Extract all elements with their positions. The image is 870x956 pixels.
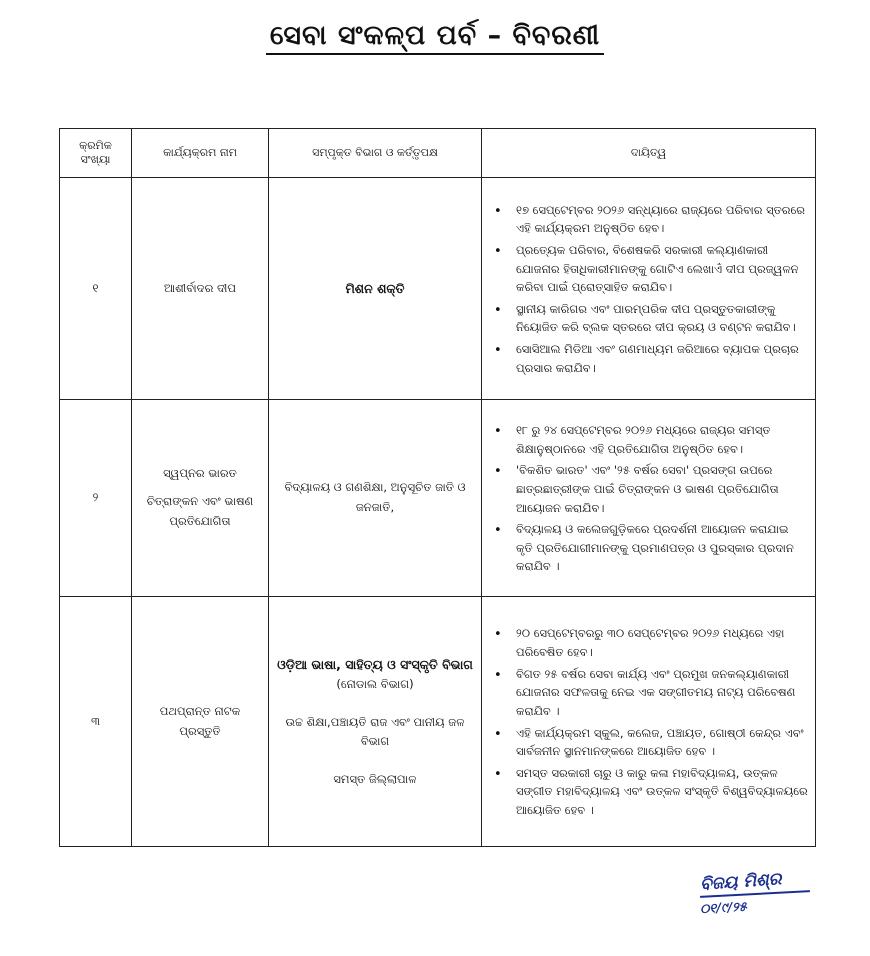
duty-item: • ବିଗତ ୨୫ ବର୍ଷର ସେବା କାର୍ଯ୍ୟ ଏବଂ ପ୍ରମୁଖ ଜନକଲ୍ୟାଣକାରୀ ଯୋଜନାର ସଫଳତାକୁ ନେଇ ଏକ ସଙ୍ଗୀତମୟ ନାଟ୍ୟ ପରିବେଷଣ କରାଯିବ ।: [492, 665, 808, 721]
table-row: [60, 178, 816, 400]
row-duties: [482, 597, 816, 847]
program-name: ପଥପ୍ରାନ୍ତ ନାଟକ ପ୍ରସ୍ତୁତି: [159, 703, 241, 738]
header-duty: ଦାୟିତ୍ୱ: [482, 129, 816, 178]
signature-name: ବିଜୟ ମିଶ୍ର: [699, 869, 783, 895]
row-department: [269, 400, 482, 597]
duty-item: • ସୋସିଆଲ ମିଡିଆ ଏବଂ ଗଣମାଧ୍ୟମ ଜରିଆରେ ବ୍ୟାପକ ପ୍ରଚାର ପ୍ରସାର କରାଯିବ।: [492, 340, 808, 377]
header-program: କାର୍ଯ୍ୟକ୍ରମ ନାମ: [132, 129, 269, 178]
row-department: [269, 597, 482, 847]
duty-list: [492, 421, 808, 576]
table-row: [60, 597, 816, 847]
department-name: ବିଦ୍ୟାଳୟ ଓ ଗଣଶିକ୍ଷା, ଅନୁସୂଚିତ ଜାତି ଓ ଜନଜାତି,: [284, 480, 466, 514]
duty-item: • ସମସ୍ତ ସରକାରୀ ଚାରୁ ଓ କାରୁ କଳା ମହାବିଦ୍ୟାଳୟ, ଉତ୍କଳ ସଙ୍ଗୀତ ମହାବିଦ୍ୟାଳୟ ଏବଂ ଉତ୍କଳ ସଂସ୍କୃତି ବିଶ୍ୱବିଦ୍ୟାଳୟରେ ଆୟୋଜିତ ହେବ ।: [492, 764, 808, 820]
department-nodal: [275, 654, 475, 695]
row-duties: [482, 400, 816, 597]
duty-list: [492, 624, 808, 819]
row-program: [132, 400, 269, 597]
row-serial: ୧: [60, 178, 132, 400]
row-department: [269, 178, 482, 400]
row-serial: ୨: [60, 400, 132, 597]
duty-item: • ୨୦ ସେପ୍ଟେମ୍ବରରୁ ୩୦ ସେପ୍ଟେମ୍ବର ୨୦୨୬ ମଧ୍ୟରେ ଏହା ପରିବେଷିତ ହେବ।: [492, 624, 808, 661]
table-row: [60, 400, 816, 597]
duty-item: • 'ବିକଶିତ ଭାରତ' ଏବଂ '୨୫ ବର୍ଷର ସେବା' ପ୍ରସଙ୍ଗ ଉପରେ ଛାତ୍ରଛାତ୍ରୀଙ୍କ ପାଇଁ ଚିତ୍ରାଙ୍କନ ଓ ଭାଷଣ ପ୍ରତିଯୋଗିତା ଆୟୋଜନ କରାଯିବ।: [492, 461, 808, 517]
signature-date: ୦୧/୯/୨୫: [699, 899, 748, 918]
page-title: [0, 20, 870, 52]
program-subtitle: ଚିତ୍ରାଙ୍କନ ଏବଂ ଭାଷଣ ପ୍ରତିଯୋଗିତା: [146, 494, 254, 528]
header-serial-line1: କ୍ରମିକ: [79, 139, 112, 152]
header-serial: [60, 129, 132, 178]
table-header-row: [60, 129, 816, 178]
program-name: ଆଶୀର୍ବାଦର ଦୀପ: [164, 280, 236, 295]
header-department: ସମ୍ପୃକ୍ତ ବିଭାଗ ଓ କର୍ତ୍ତୃପକ୍ଷ: [269, 129, 482, 178]
department-name: ଉଚ୍ଚ ଶିକ୍ଷା,ପଞ୍ଚାୟତି ରାଜ ଏବଂ ପାନୀୟ ଜଳ ବିଭାଗ: [285, 714, 465, 749]
duty-item: • ପ୍ରତ୍ୟେକ ପରିବାର, ବିଶେଷକରି ସରକାରୀ କଲ୍ୟାଣକାରୀ ଯୋଜନାର ହିତାଧିକାରୀମାନଙ୍କୁ ଗୋଟିଏ ଲେଖାଏଁ ଦୀପ ପ୍ରଜ୍ୱଳନ କରିବା ପାଇଁ ପ୍ରୋତ୍ସାହିତ କରାଯିବ।: [492, 241, 808, 297]
duty-item: • ସ୍ଥାନୀୟ କାରିଗର ଏବଂ ପାରମ୍ପରିକ ଦୀପ ପ୍ରସ୍ତୁତକାରୀଙ୍କୁ ନିୟୋଜିତ କରି ବ୍ଲକ ସ୍ତରରେ ଦୀପ କ୍ରୟ ଓ ବଣ୍ଟନ କରାଯିବ।: [492, 300, 808, 337]
department-name: ମିଶନ ଶକ୍ତି: [345, 280, 405, 296]
program-name: ସ୍ୱପ୍ନର ଭାରତ: [163, 465, 237, 480]
row-duties: [482, 178, 816, 400]
department-name: ସମସ୍ତ ଜିଲ୍ଲାପାଳ: [333, 771, 417, 786]
duty-item: • ବିଦ୍ୟାଳୟ ଓ କଲେଜଗୁଡ଼ିକରେ ପ୍ରଦର୍ଶନୀ ଆୟୋଜନ କରାଯାଇ କୃତି ପ୍ରତିଯୋଗୀମାନଙ୍କୁ ପ୍ରମାଣପତ୍ର ଓ ପୁରସ୍କାର ପ୍ରଦାନ କରାଯିବ ।: [492, 520, 808, 576]
row-serial: ୩: [60, 597, 132, 847]
duty-list: [492, 201, 808, 378]
duty-item: • ୧୮ ରୁ ୨୪ ସେପ୍ଟେମ୍ବର ୨୦୨୬ ମଧ୍ୟରେ ରାଜ୍ୟର ସମସ୍ତ ଶିକ୍ଷାନୁଷ୍ଠାନରେ ଏହି ପ୍ରତିଯୋଗିତା ଅନୁଷ୍ଠିତ ହେବ।: [492, 421, 808, 458]
duty-item: • ୧୭ ସେପ୍ଟେମ୍ବର ୨୦୨୬ ସନ୍ଧ୍ୟାରେ ରାଜ୍ୟରେ ପରିବାର ସ୍ତରରେ ଏହି କାର୍ଯ୍ୟକ୍ରମ ଅନୁଷ୍ଠିତ ହେବ।: [492, 201, 808, 238]
header-serial-line2: ସଂଖ୍ୟା: [80, 153, 111, 166]
program-table: [59, 128, 816, 847]
row-program: [132, 597, 269, 847]
signature: [699, 869, 820, 918]
duty-item: • ଏହି କାର୍ଯ୍ୟକ୍ରମ ସ୍କୁଲ, କଲେଜ, ପଞ୍ଚାୟତ, ଗୋଷ୍ଠୀ କେନ୍ଦ୍ର ଏବଂ ସାର୍ବଜନୀନ ସ୍ଥାନମାନଙ୍କରେ ଆୟୋଜିତ ହେବ ।: [492, 724, 808, 761]
department-nodal-note: (ନୋଡାଲ ବିଭାଗ): [336, 677, 414, 692]
row-program: [132, 178, 269, 400]
page-title-text: ସେବା ସଂକଳ୍ପ ପର୍ବ – ବିବରଣୀ: [266, 20, 604, 55]
department-nodal-name: ଓଡ଼ିଆ ଭାଷା, ସାହିତ୍ୟ ଓ ସଂସ୍କୃତି ବିଭାଗ: [277, 656, 473, 672]
